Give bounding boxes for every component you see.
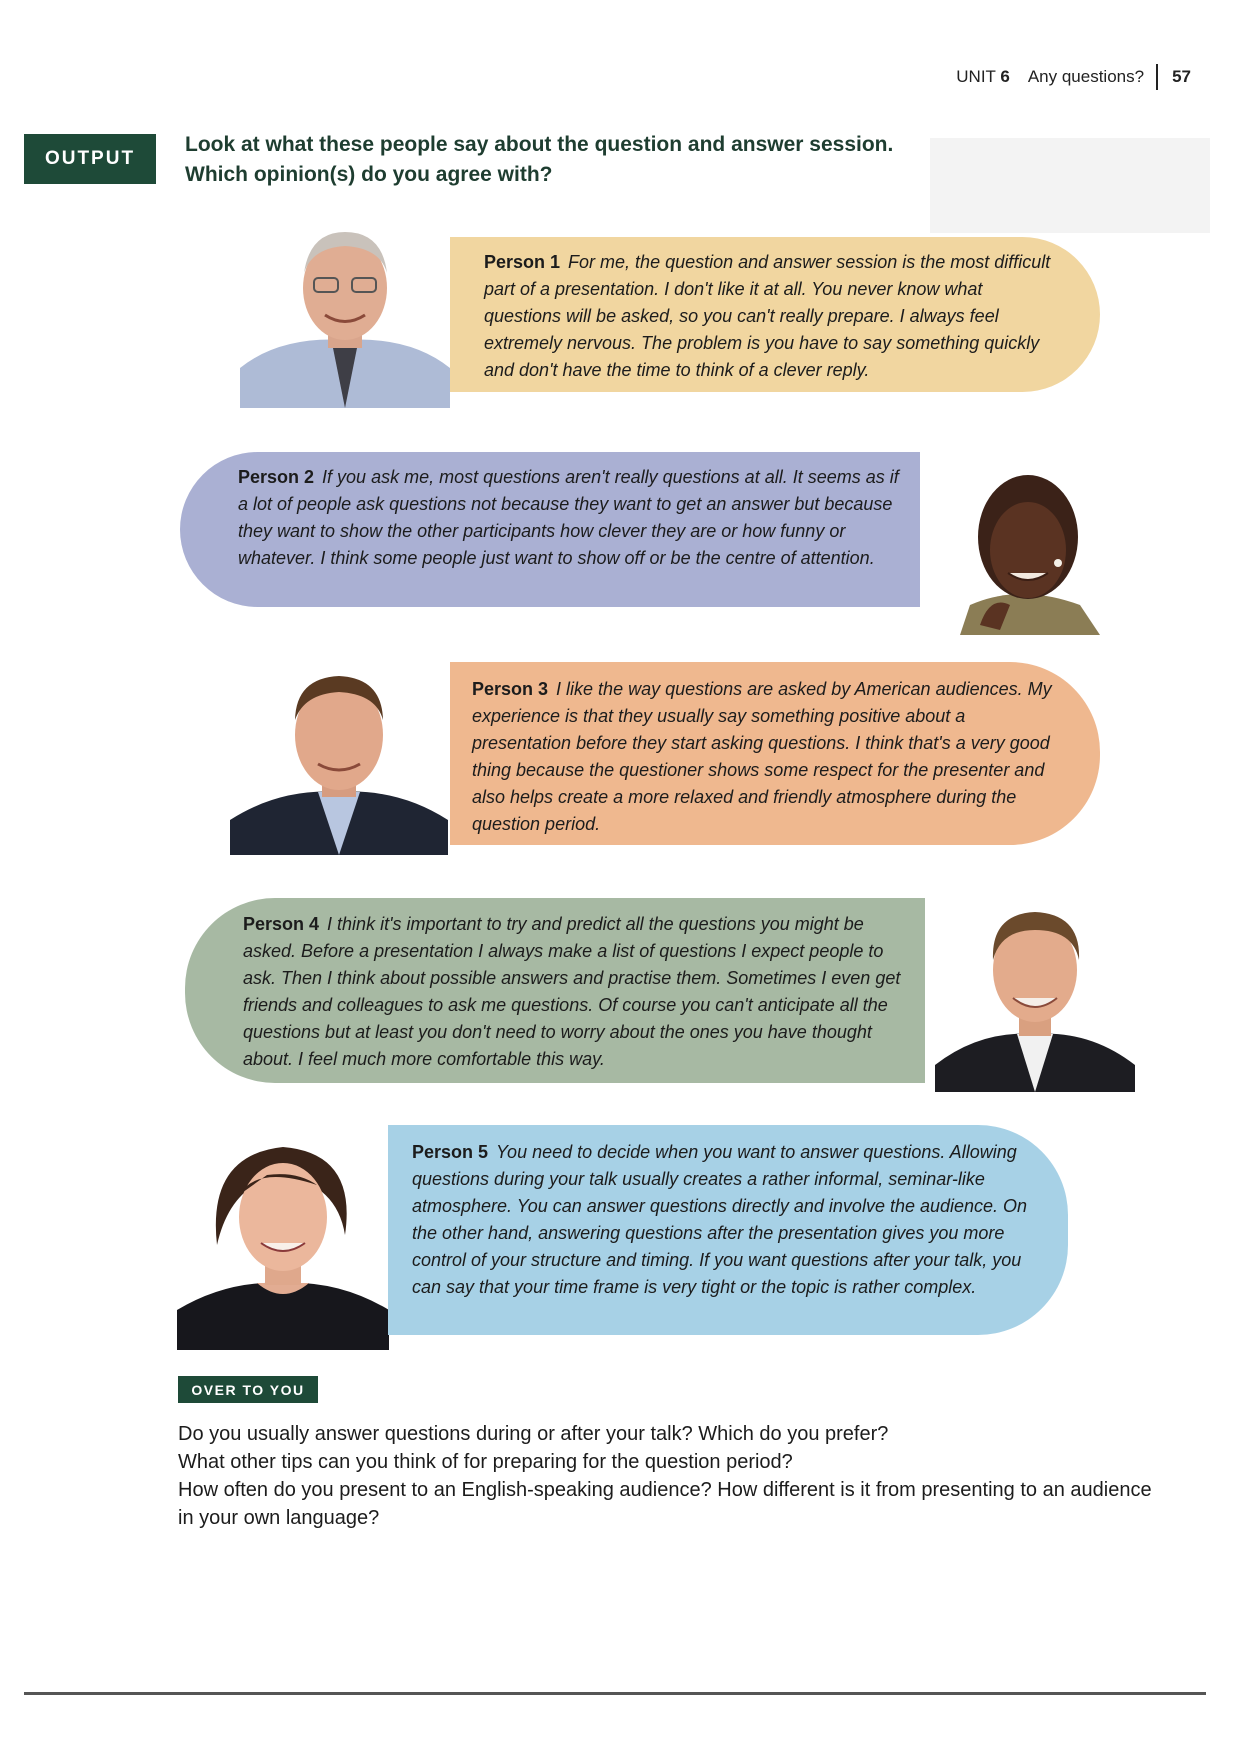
- page-number: 57: [1172, 67, 1191, 86]
- footer-rule: [24, 1692, 1206, 1695]
- over-to-you-questions: [178, 1420, 1158, 1532]
- person-2-name: Person 2: [238, 467, 315, 487]
- output-label: OUTPUT: [24, 134, 156, 184]
- question-3: How often do you present to an English-speaking audience? How different is it from presenting to an audience in your own language?: [178, 1479, 1152, 1529]
- question-1: Do you usually answer questions during or after your talk? Which do you prefer?: [178, 1423, 889, 1445]
- page-header: [956, 64, 1191, 90]
- person-5-bubble: [388, 1125, 1068, 1335]
- person-4-photo: [935, 900, 1135, 1092]
- person-4-bubble: [185, 898, 925, 1083]
- over-to-you-label: OVER TO YOU: [178, 1376, 318, 1403]
- person-4-quote: I think it's important to try and predict all the questions you might be asked. Before a presentation I always make a list of questions I expect people to ask. Then I think about possible answers and practise them. Sometimes I even get friends and colleagues to ask me questions. Of course you can't anticipate all the questions but at least you don't need to worry about the ones you have thought about. I feel much more comfortable this way.: [243, 914, 901, 1069]
- person-3-bubble: [450, 662, 1100, 845]
- person-2-quote: If you ask me, most questions aren't really questions at all. It seems as if a lot of people ask questions not because they want to get an answer but because they want to show the other participants how clever they are or how funny or whatever. I think some people just want to show off or be the centre of attention.: [238, 467, 899, 568]
- instruction-line-2: Which opinion(s) do you agree with?: [185, 163, 553, 186]
- person-1-bubble: [450, 237, 1100, 392]
- person-3-quote: I like the way questions are asked by American audiences. My experience is that they usually say something positive about a presentation before they start asking questions. I think that's a very good thing because the questioner shows some respect for the presenter and also helps create a more relaxed and friendly atmosphere during the question period.: [472, 679, 1052, 834]
- person-5-photo: [177, 1125, 389, 1350]
- person-2-bubble: [180, 452, 920, 607]
- person-4-name: Person 4: [243, 914, 320, 934]
- person-5-quote: You need to decide when you want to answer questions. Allowing questions during your talk usually creates a rather informal, seminar-like atmosphere. You can answer questions directly and involve the audience. On the other hand, answering questions after the presentation gives you more control of your structure and timing. If you want questions after your talk, you can say that your time frame is very tight or the topic is rather complex.: [412, 1142, 1028, 1297]
- question-2: What other tips can you think of for preparing for the question period?: [178, 1451, 793, 1473]
- instruction: [185, 130, 1005, 190]
- person-5-name: Person 5: [412, 1142, 489, 1162]
- person-1-name: Person 1: [484, 252, 561, 272]
- unit-label: UNIT 6: [956, 67, 1010, 86]
- header-divider: [1156, 64, 1158, 90]
- person-2-photo: [940, 455, 1110, 635]
- person-3-photo: [230, 660, 448, 855]
- person-1-photo: [240, 218, 450, 408]
- person-3-name: Person 3: [472, 679, 549, 699]
- unit-title: Any questions?: [1027, 67, 1145, 86]
- person-1-quote: For me, the question and answer session is the most difficult part of a presentation. I don't like it at all. You never know what questions will be asked, so you can't really prepare. I always feel extremely nervous. The problem is you have to say something quickly and don't have the time to think of a clever reply.: [484, 252, 1051, 380]
- instruction-line-1: Look at what these people say about the question and answer session.: [185, 133, 894, 156]
